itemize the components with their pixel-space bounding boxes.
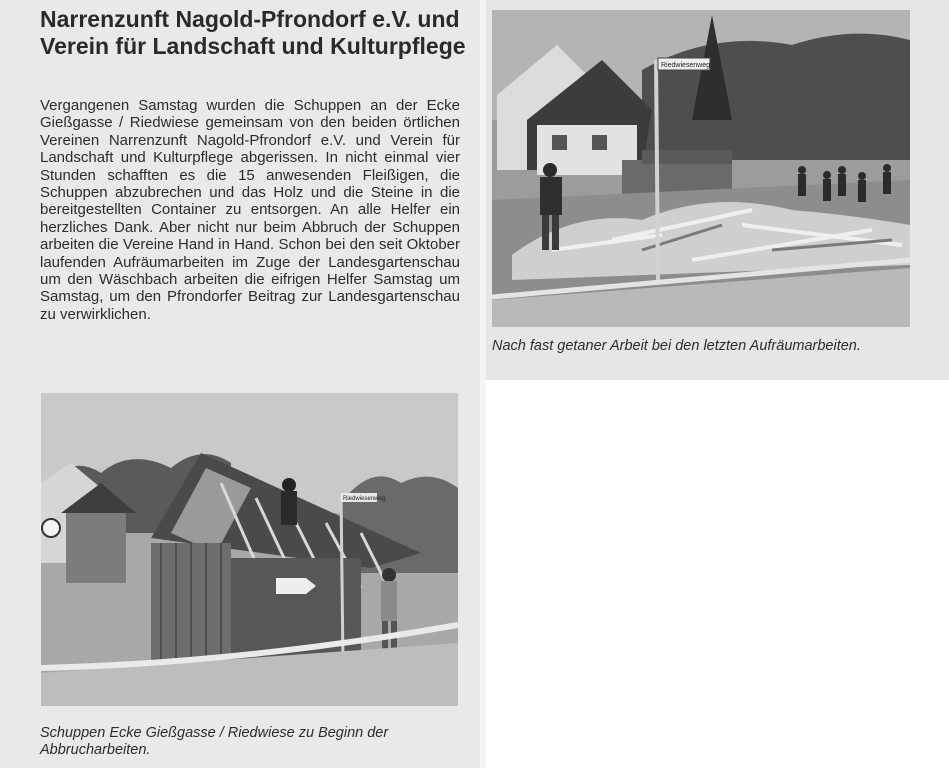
article-body: Vergangenen Samstag wurden die Schuppen an der Ecke Gießgasse / Riedwiese gemeinsam von den beiden örtlichen Vereinen Narrenzunft Nagold-Pfrondorf e.V. und Verein für Landschaft und Kulturpflege abgerissen. In nicht einmal vier Stunden schafften es die 15 anwesenden Fleißigen, die Schuppen abzubrechen und das Holz und die Steine in die bereitgestellten Container zu entsorgen. An alle Helfer ein herzliches Dank. Aber nicht nur beim Abbruch der Schuppen arbeiten die Vereine Hand in Hand. Schon bei den seit Oktober laufenden Aufräumarbeiten im Zuge der Landesgartenschau um den Wäschbach arbeiten die eifrigen Helfer Samstag um Samstag, um den Pfrondorfer Beitrag zur Landesgartenschau zu verwirklichen. xyxy=(40,97,460,323)
photo-2-street-sign-text: Riedwiesenweg xyxy=(661,62,711,69)
photo-1-caption: Schuppen Ecke Gießgasse / Riedwiese zu Beginn der Abbrucharbeiten. xyxy=(40,725,389,758)
photo-1-street-sign-text: Riedwiesenweg xyxy=(343,496,386,502)
photo-debris-cleanup xyxy=(492,10,910,327)
photo-shed-before-demolition xyxy=(41,393,458,706)
blank-area xyxy=(486,380,949,768)
photo-2-caption: Nach fast getaner Arbeit bei den letzten Aufräumarbeiten. xyxy=(492,338,861,354)
article-headline: Narrenzunft Nagold-Pfrondorf e.V. und Verein für Landschaft und Kulturpflege xyxy=(40,6,466,59)
